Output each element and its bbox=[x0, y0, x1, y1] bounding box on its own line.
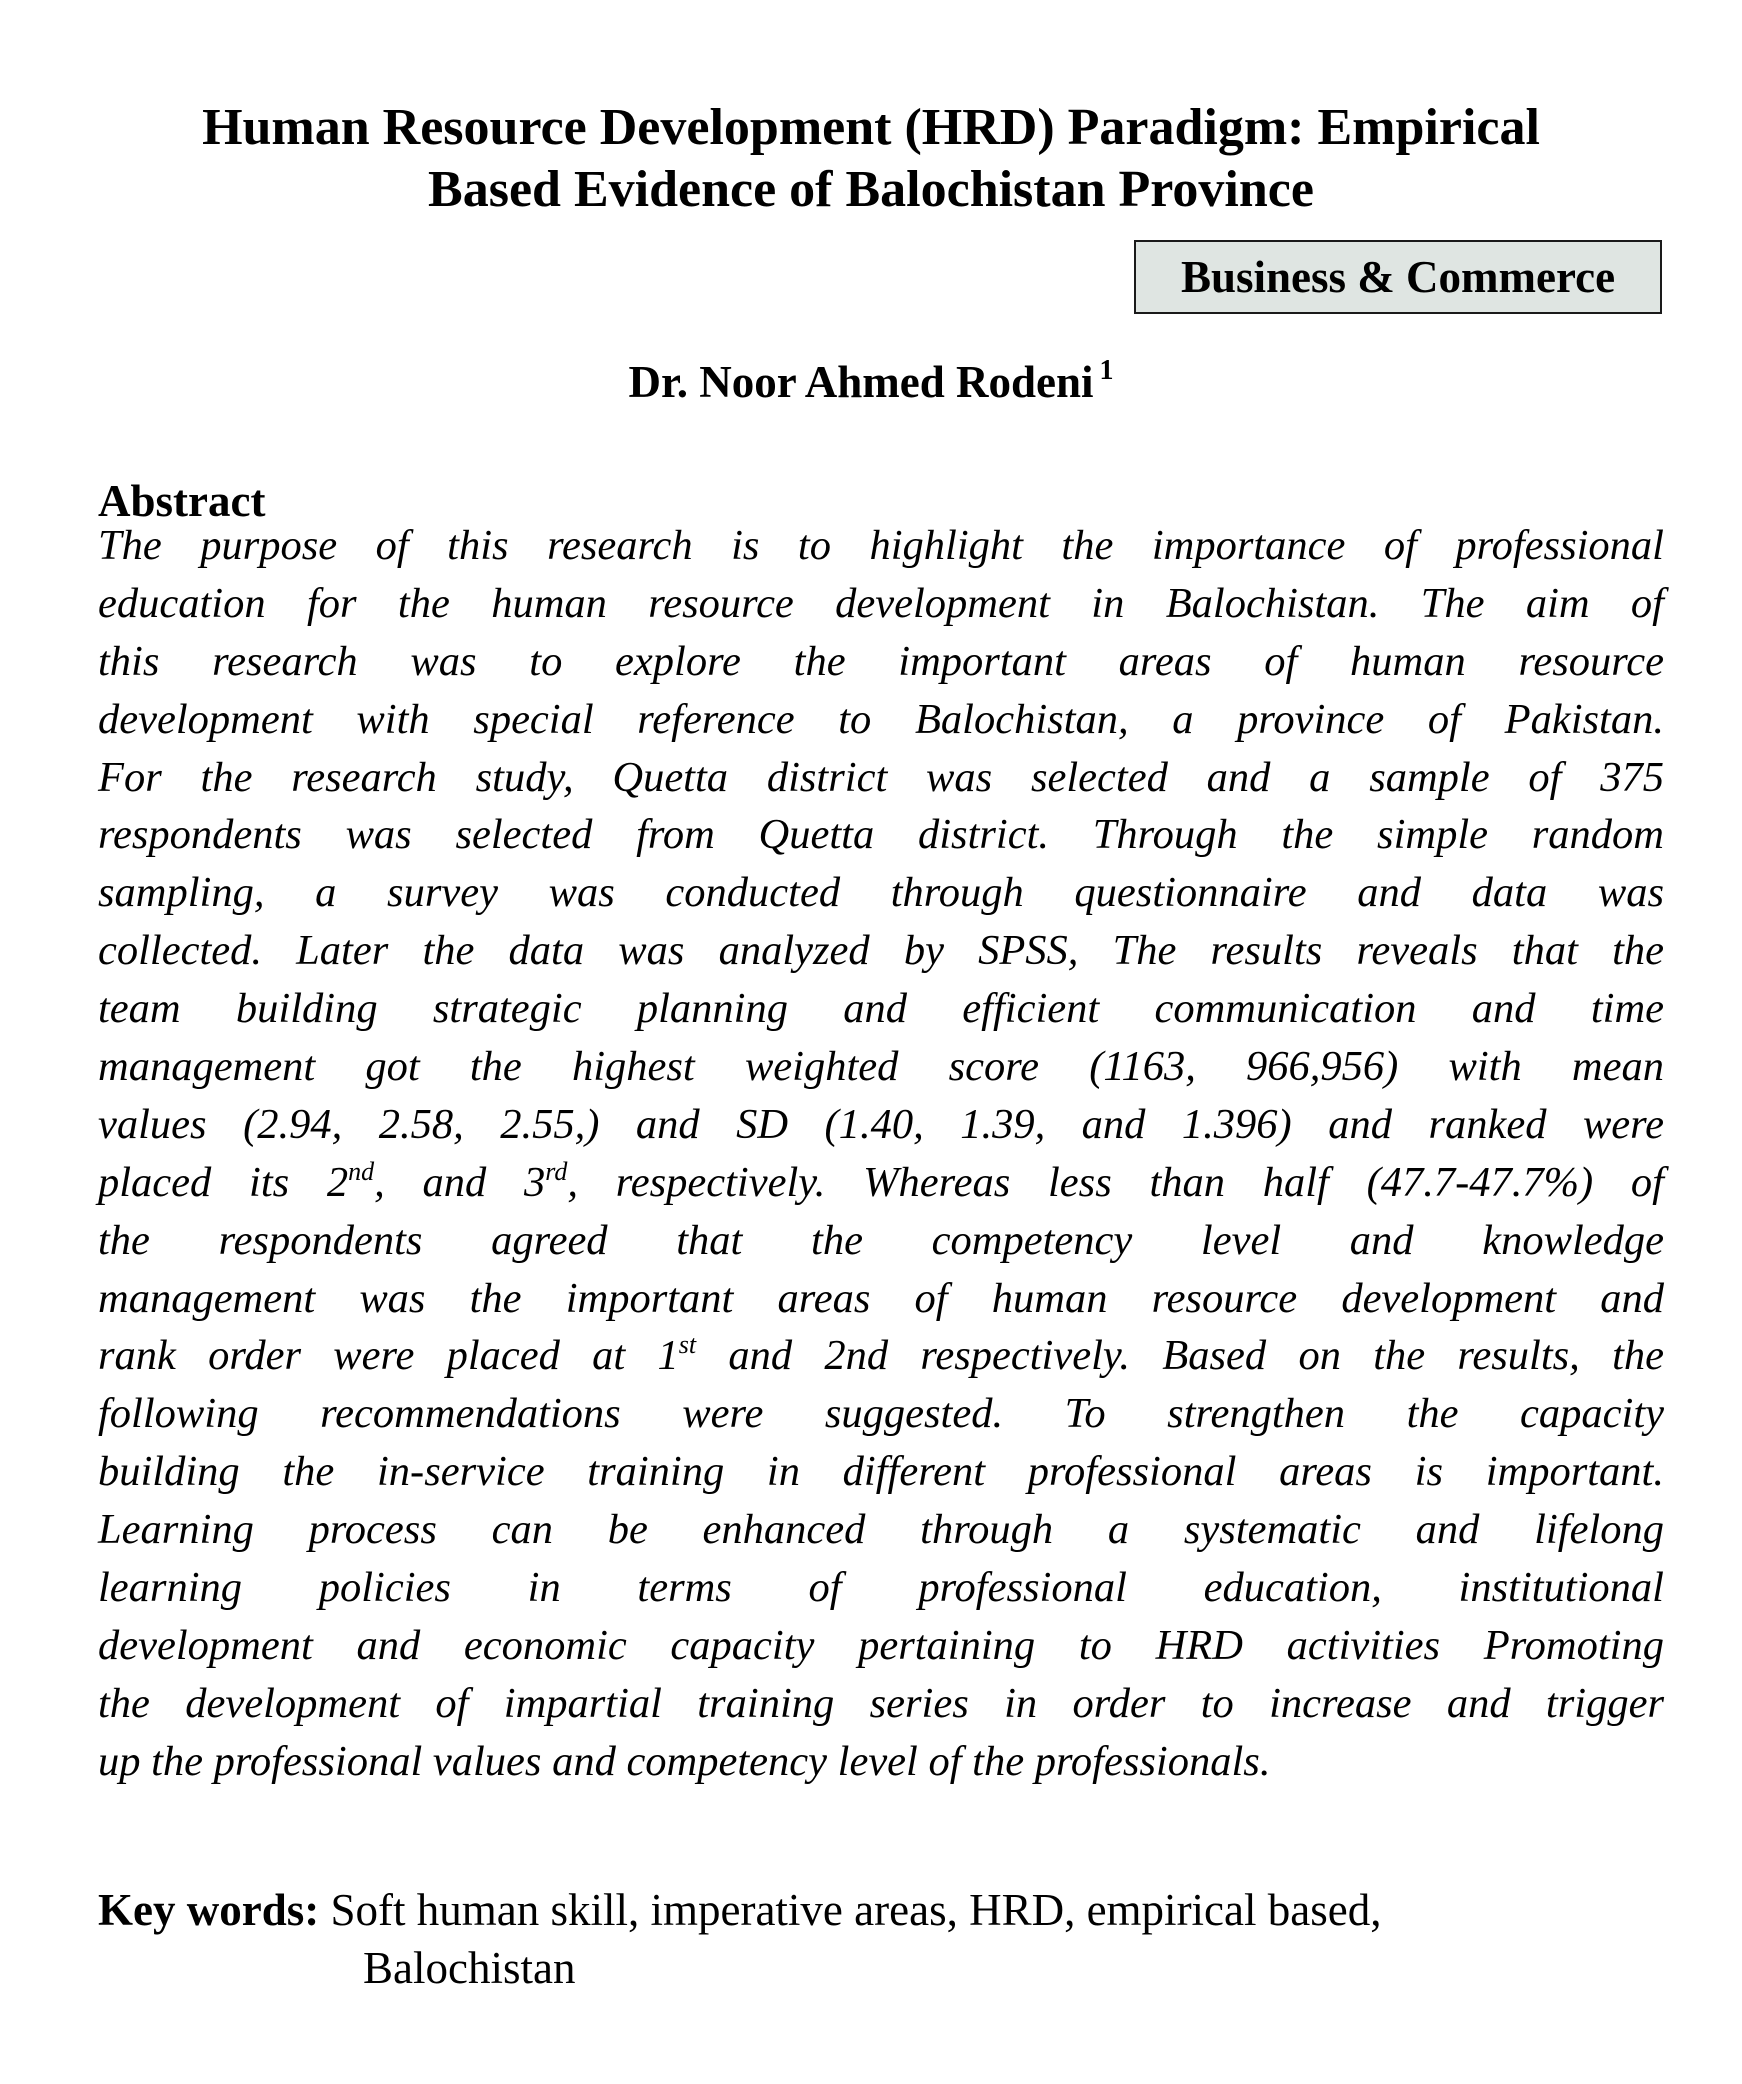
abstract-heading: Abstract bbox=[98, 476, 266, 527]
abstract-line: respondents was selected from Quetta district. Through the simple random bbox=[98, 811, 1664, 859]
abstract-line: placed its 2nd, and 3rd, respectively. Whereas less than half (47.7-47.7%) of bbox=[98, 1156, 1664, 1206]
keywords-row-1 bbox=[98, 1881, 1664, 1939]
abstract-line: Learning process can be enhanced through a systematic and lifelong bbox=[98, 1506, 1664, 1554]
author-line bbox=[80, 355, 1662, 409]
abstract-line: The purpose of this research is to highlight the importance of professional bbox=[98, 522, 1664, 569]
abstract-body bbox=[98, 517, 1664, 1791]
ordinal-suffix: nd bbox=[348, 1156, 375, 1186]
abstract-line: team building strategic planning and efficient communication and time bbox=[98, 985, 1664, 1033]
abstract-line: management was the important areas of human resource development and bbox=[98, 1274, 1664, 1322]
abstract-line: the development of impartial training series in order to increase and trigger bbox=[98, 1679, 1664, 1727]
paper-title-line-1: Human Resource Development (HRD) Paradigm: Empirical bbox=[202, 98, 1540, 156]
paper-title-line-2: Based Evidence of Balochistan Province bbox=[428, 160, 1314, 218]
category-badge bbox=[1134, 240, 1662, 314]
abstract-line: building the in-service training in different professional areas is important. bbox=[98, 1448, 1664, 1496]
author-name: Dr. Noor Ahmed Rodeni bbox=[628, 357, 1094, 407]
category-label: Business & Commerce bbox=[1180, 252, 1616, 302]
abstract-line: up the professional values and competency level of the professionals. bbox=[98, 1737, 1271, 1785]
abstract-line: this research was to explore the important areas of human resource bbox=[98, 637, 1664, 685]
abstract-line: For the research study, Quetta district was selected and a sample of 375 bbox=[98, 753, 1664, 801]
abstract-line: learning policies in terms of professional education, institutional bbox=[98, 1564, 1664, 1612]
abstract-line: education for the human resource development in Balochistan. The aim of bbox=[98, 579, 1664, 627]
abstract-line: collected. Later the data was analyzed by SPSS, The results reveals that the bbox=[98, 927, 1664, 975]
keywords-label: Key words: bbox=[98, 1885, 320, 1935]
keywords-row-2 bbox=[98, 1939, 1664, 1997]
paper-title bbox=[80, 97, 1662, 221]
abstract-line: the respondents agreed that the competency level and knowledge bbox=[98, 1216, 1664, 1264]
keywords-section bbox=[98, 1881, 1664, 1997]
abstract-line: following recommendations were suggested. To strengthen the capacity bbox=[98, 1390, 1664, 1438]
abstract-line: development with special reference to Balochistan, a province of Pakistan. bbox=[98, 695, 1664, 743]
ordinal-suffix: rd bbox=[545, 1156, 568, 1186]
abstract-line: development and economic capacity pertaining to HRD activities Promoting bbox=[98, 1621, 1664, 1669]
abstract-line: sampling, a survey was conducted through questionnaire and data was bbox=[98, 869, 1664, 917]
abstract-line: values (2.94, 2.58, 2.55,) and SD (1.40, 1.39, and 1.396) and ranked were bbox=[98, 1100, 1664, 1148]
ordinal-suffix: st bbox=[678, 1330, 697, 1360]
abstract-line: management got the highest weighted score (1163, 966,956) with mean bbox=[98, 1043, 1664, 1091]
keywords-list-line-1: Soft human skill, imperative areas, HRD, empirical based, bbox=[330, 1885, 1382, 1935]
abstract-line: rank order were placed at 1st and 2nd respectively. Based on the results, the bbox=[98, 1330, 1664, 1380]
keywords-list-line-2: Balochistan bbox=[363, 1943, 576, 1993]
author-affiliation-marker: 1 bbox=[1099, 355, 1114, 386]
